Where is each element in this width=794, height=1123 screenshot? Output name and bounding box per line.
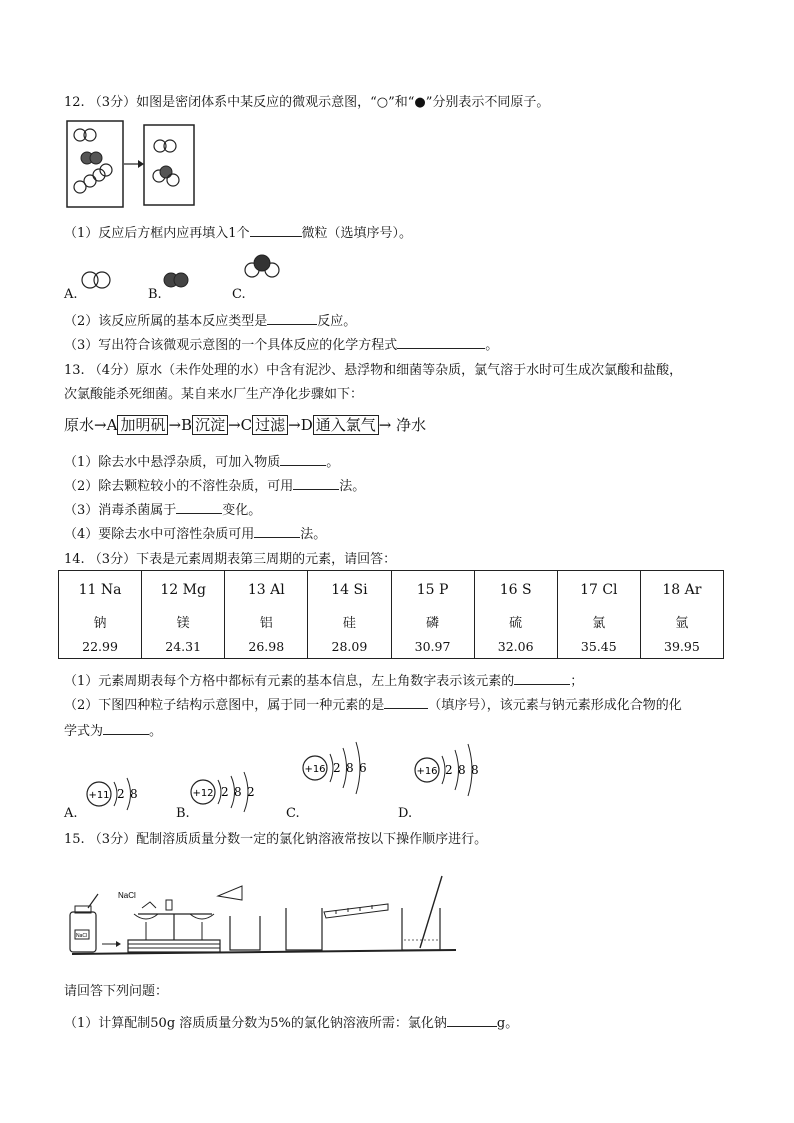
q15-stem: 15. （3分）配制溶质质量分数一定的氯化钠溶液常按以下操作顺序进行。 (64, 832, 488, 847)
q12-part2: （2）该反应所属的基本反应类型是 反应。 (64, 314, 357, 329)
q13-part4: （4）要除去水中可溶性杂质可用 法。 (64, 527, 327, 542)
q12-option-b-label: B. (148, 287, 162, 302)
element-cell: 18 Ar 氩 39.95 (640, 571, 723, 659)
q13-stem-line2: 次氯酸能杀死细菌。某自来水厂生产净化步骤如下： (64, 387, 364, 402)
svg-text:8: 8 (458, 763, 466, 777)
q15-part1: （1）计算配制50g 溶质质量分数为5%的氯化钠溶液所需：氯化钠 g。 (64, 1016, 519, 1031)
q14-part2: （2）下图四种粒子结构示意图中，属于同一种元素的是 （填序号），该元素与钠元素形成化合物的化 (64, 698, 682, 713)
element-cell: 16 S 硫 32.06 (474, 571, 557, 659)
solution-preparation-diagram (66, 856, 466, 966)
q13-part3-blank[interactable] (176, 513, 222, 514)
flow-step-chlorine: 通入氯气 (313, 415, 379, 435)
svg-text:6: 6 (359, 761, 367, 775)
reaction-micro-diagram (66, 120, 196, 212)
q13-part2-blank[interactable] (293, 489, 339, 490)
flow-arrow: → (168, 416, 182, 434)
flow-step-alum: 加明矾 (117, 415, 168, 435)
flow-step-filter: 过滤 (252, 415, 288, 435)
ion-c-label: C. (286, 806, 300, 821)
svg-text:+16: +16 (304, 764, 326, 775)
q12-option-b-molecule (160, 268, 194, 292)
svg-text:2: 2 (117, 787, 125, 801)
ion-structure-d (412, 740, 490, 798)
flow-arrow: → (288, 416, 301, 434)
svg-text:2: 2 (333, 761, 341, 775)
q12-option-a-molecule (80, 268, 114, 292)
svg-text:NaCl: NaCl (76, 933, 88, 939)
element-cell: 15 P 磷 30.97 (391, 571, 474, 659)
ion-structure-c (300, 738, 378, 798)
svg-text:2: 2 (221, 785, 229, 799)
q14-part1-blank[interactable] (514, 684, 570, 685)
q12-part3: （3）写出符合该微观示意图的一个具体反应的化学方程式 。 (64, 338, 499, 353)
ion-b-label: B. (176, 806, 190, 821)
periodic-table-period3 (58, 570, 724, 659)
flow-arrow: → (378, 416, 392, 434)
ion-structure-a (84, 768, 144, 820)
q13-part2: （2）除去颗粒较小的不溶性杂质，可用 法。 (64, 479, 366, 494)
q14-part1: （1）元素周期表每个方格中都标有元素的基本信息，左上角数字表示该元素的 ； (64, 674, 584, 689)
ion-structure-b (188, 764, 266, 820)
q12-option-c-label: C. (232, 287, 246, 302)
q12-part2-blank[interactable] (267, 324, 317, 325)
flow-arrow: → (228, 416, 241, 434)
q14-part2-blank2[interactable] (103, 734, 149, 735)
q12-part3-blank[interactable] (397, 348, 485, 349)
q15-part1-blank[interactable] (447, 1026, 497, 1027)
q14-part2-cont: 学式为 。 (64, 724, 163, 739)
q12-option-c-molecule (244, 250, 284, 282)
q12-stem: 12. （3分）如图是密闭体系中某反应的微观示意图，“○”和“●”分别表示不同原子。 (64, 95, 550, 110)
q14-stem: 14. （3分）下表是元素周期表第三周期的元素，请回答： (64, 552, 397, 567)
element-cell: 14 Si 硅 28.09 (308, 571, 391, 659)
element-cell: 11 Na 钠 22.99 (59, 571, 142, 659)
q15-prompt: 请回答下列问题： (64, 984, 169, 999)
q13-part4-blank[interactable] (254, 537, 300, 538)
q12-part1: （1）反应后方框内应再填入1个 微粒（选填序号）。 (64, 226, 413, 241)
purification-flow: 原水→A 加明矾 →B 沉淀 →C 过滤 →D 通入氯气 → 净水 (64, 416, 427, 434)
q14-part2-blank1[interactable] (384, 708, 428, 709)
svg-text:2: 2 (445, 763, 453, 777)
q12-option-a-label: A. (64, 287, 78, 302)
svg-text:+12: +12 (192, 788, 214, 799)
svg-text:8: 8 (130, 787, 138, 801)
q13-stem-line1: 13. （4分）原水（未作处理的水）中含有泥沙、悬浮物和细菌等杂质，氯气溶于水时可生成次氯酸和盐酸， (64, 363, 683, 378)
q12-part1-blank[interactable] (250, 236, 302, 237)
svg-text:+11: +11 (88, 790, 110, 801)
nacl-label: NaCl (118, 891, 136, 900)
flow-step-settle: 沉淀 (192, 415, 228, 435)
ion-d-label: D. (398, 806, 413, 821)
svg-text:2: 2 (247, 785, 255, 799)
element-cell: 13 Al 铝 26.98 (225, 571, 308, 659)
svg-text:+16: +16 (416, 766, 438, 777)
q13-part1: （1）除去水中悬浮杂质，可加入物质 。 (64, 455, 340, 470)
element-cell: 12 Mg 镁 24.31 (142, 571, 225, 659)
element-cell: 17 Cl 氯 35.45 (557, 571, 640, 659)
svg-text:8: 8 (471, 763, 479, 777)
svg-text:8: 8 (234, 785, 242, 799)
flow-arrow: → (94, 416, 107, 434)
q13-part1-blank[interactable] (280, 465, 326, 466)
q13-part3: （3）消毒杀菌属于 变化。 (64, 503, 262, 518)
svg-text:8: 8 (346, 761, 354, 775)
ion-a-label: A. (64, 806, 78, 821)
